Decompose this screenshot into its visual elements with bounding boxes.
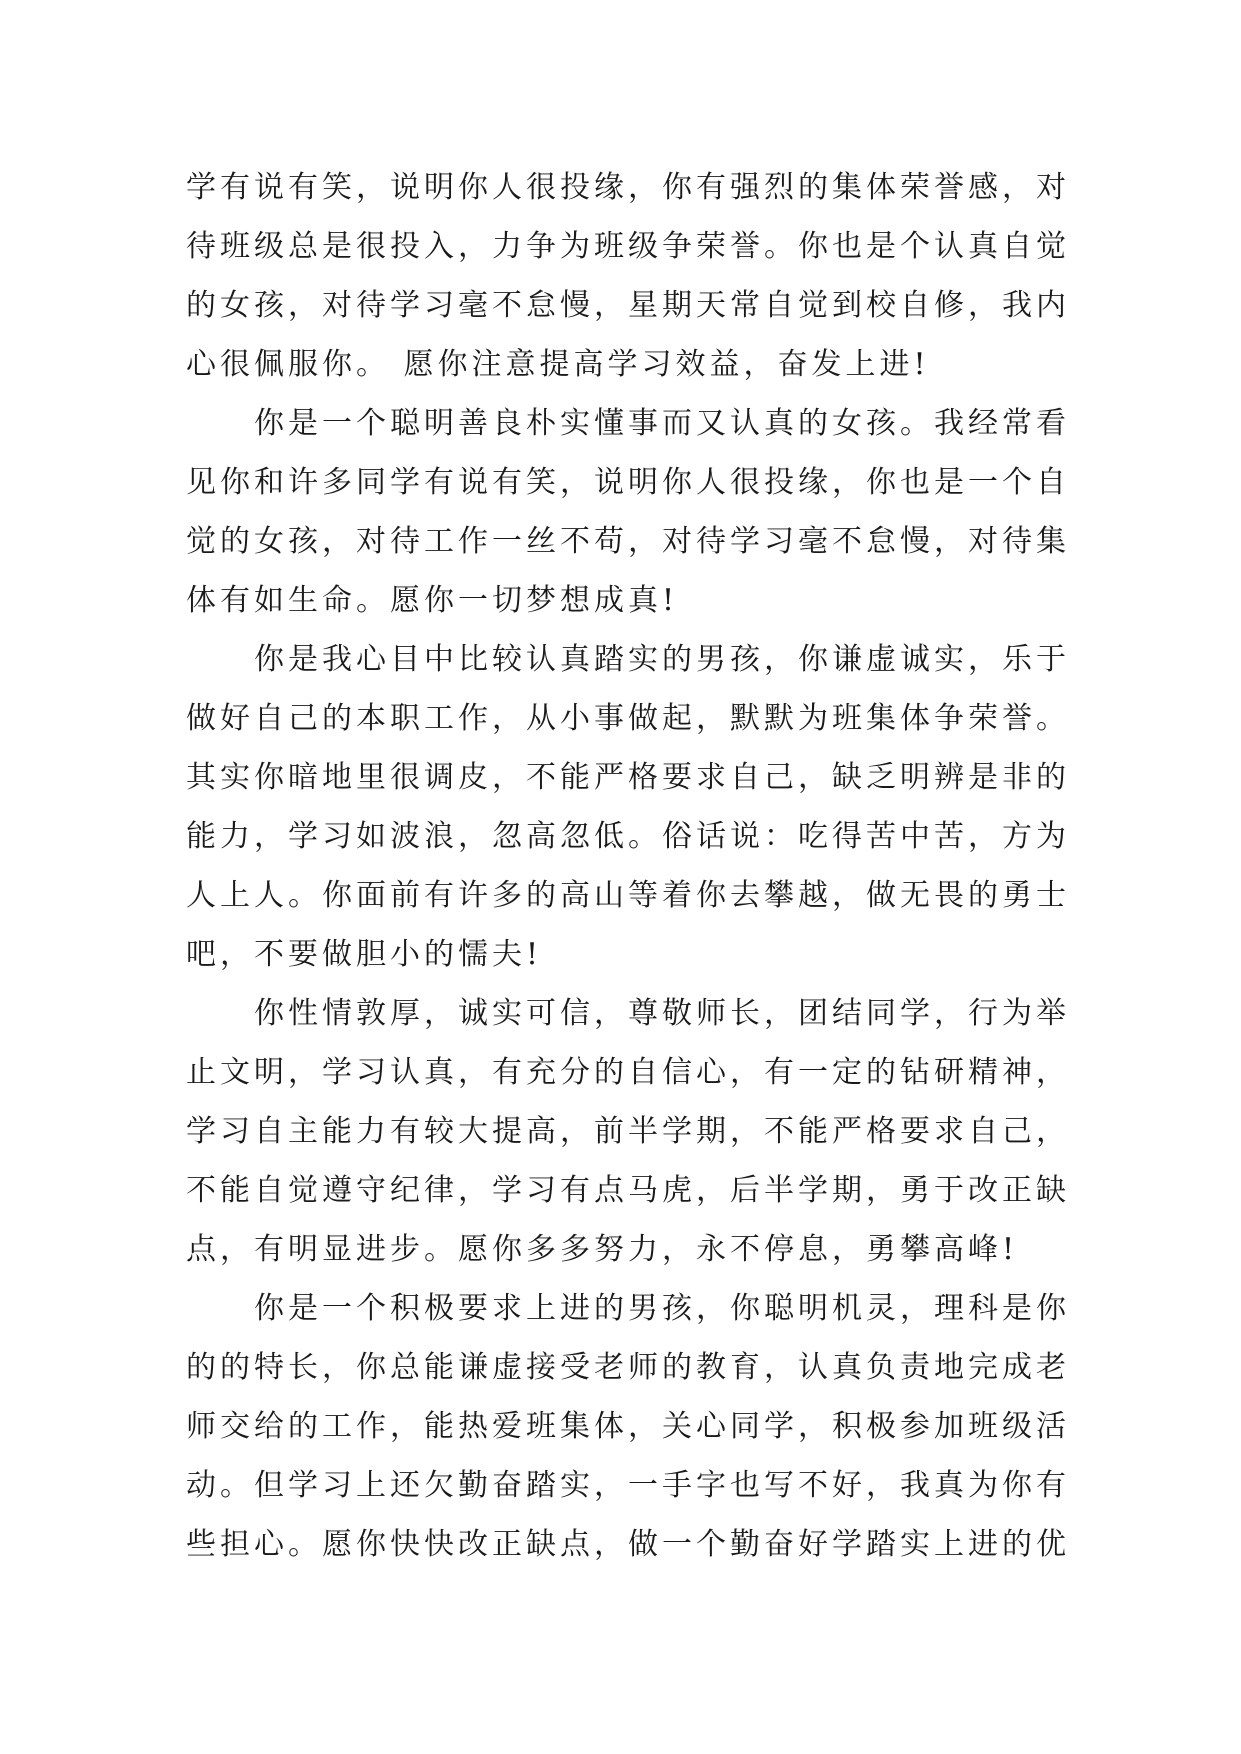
text-line: 不能自觉遵守纪律，学习有点马虎，后半学期，勇于改正缺 [186, 1173, 1070, 1208]
text-line: 学习自主能力有较大提高，前半学期，不能严格要求自己， [186, 1114, 1070, 1149]
text-line: 心很佩服你。 愿你注意提高学习效益，奋发上进! [186, 347, 930, 382]
document-body [186, 158, 1086, 1574]
text-line: 师交给的工作，能热爱班集体，关心同学，积极参加班级活 [186, 1409, 1070, 1444]
text-line: 做好自己的本职工作，从小事做起，默默为班集体争荣誉。 [186, 701, 1070, 736]
text-line: 你是一个积极要求上进的男孩，你聪明机灵，理科是你 [186, 1291, 1070, 1326]
text-line: 止文明，学习认真，有充分的自信心，有一定的钻研精神， [186, 1055, 1070, 1090]
text-line: 你是一个聪明善良朴实懂事而又认真的女孩。我经常看 [186, 406, 1070, 441]
text-line: 动。但学习上还欠勤奋踏实，一手字也写不好，我真为你有 [186, 1468, 1070, 1503]
text-line: 你是我心目中比较认真踏实的男孩，你谦虚诚实，乐于 [186, 642, 1070, 677]
text-line: 的的特长，你总能谦虚接受老师的教育，认真负责地完成老 [186, 1350, 1070, 1385]
text-line: 你性情敦厚，诚实可信，尊敬师长，团结同学，行为举 [186, 996, 1070, 1031]
text-line: 点，有明显进步。愿你多多努力，永不停息，勇攀高峰! [186, 1232, 1019, 1267]
text-line: 人上人。你面前有许多的高山等着你去攀越，做无畏的勇士 [186, 878, 1070, 913]
text-line: 待班级总是很投入，力争为班级争荣誉。你也是个认真自觉 [186, 229, 1070, 264]
text-line: 些担心。愿你快快改正缺点，做一个勤奋好学踏实上进的优 [186, 1527, 1070, 1562]
text-line: 能力，学习如波浪，忽高忽低。俗话说：吃得苦中苦，方为 [186, 819, 1070, 854]
text-line: 的女孩，对待学习毫不怠慢，星期天常自觉到校自修，我内 [186, 288, 1070, 323]
text-line: 觉的女孩，对待工作一丝不苟，对待学习毫不怠慢，对待集 [186, 524, 1070, 559]
text-line: 体有如生命。愿你一切梦想成真! [186, 583, 679, 618]
text-line: 其实你暗地里很调皮，不能严格要求自己，缺乏明辨是非的 [186, 760, 1070, 795]
text-line: 吧，不要做胆小的懦夫! [186, 937, 543, 972]
text-line: 见你和许多同学有说有笑，说明你人很投缘，你也是一个自 [186, 465, 1070, 500]
text-line: 学有说有笑，说明你人很投缘，你有强烈的集体荣誉感，对 [186, 170, 1070, 205]
